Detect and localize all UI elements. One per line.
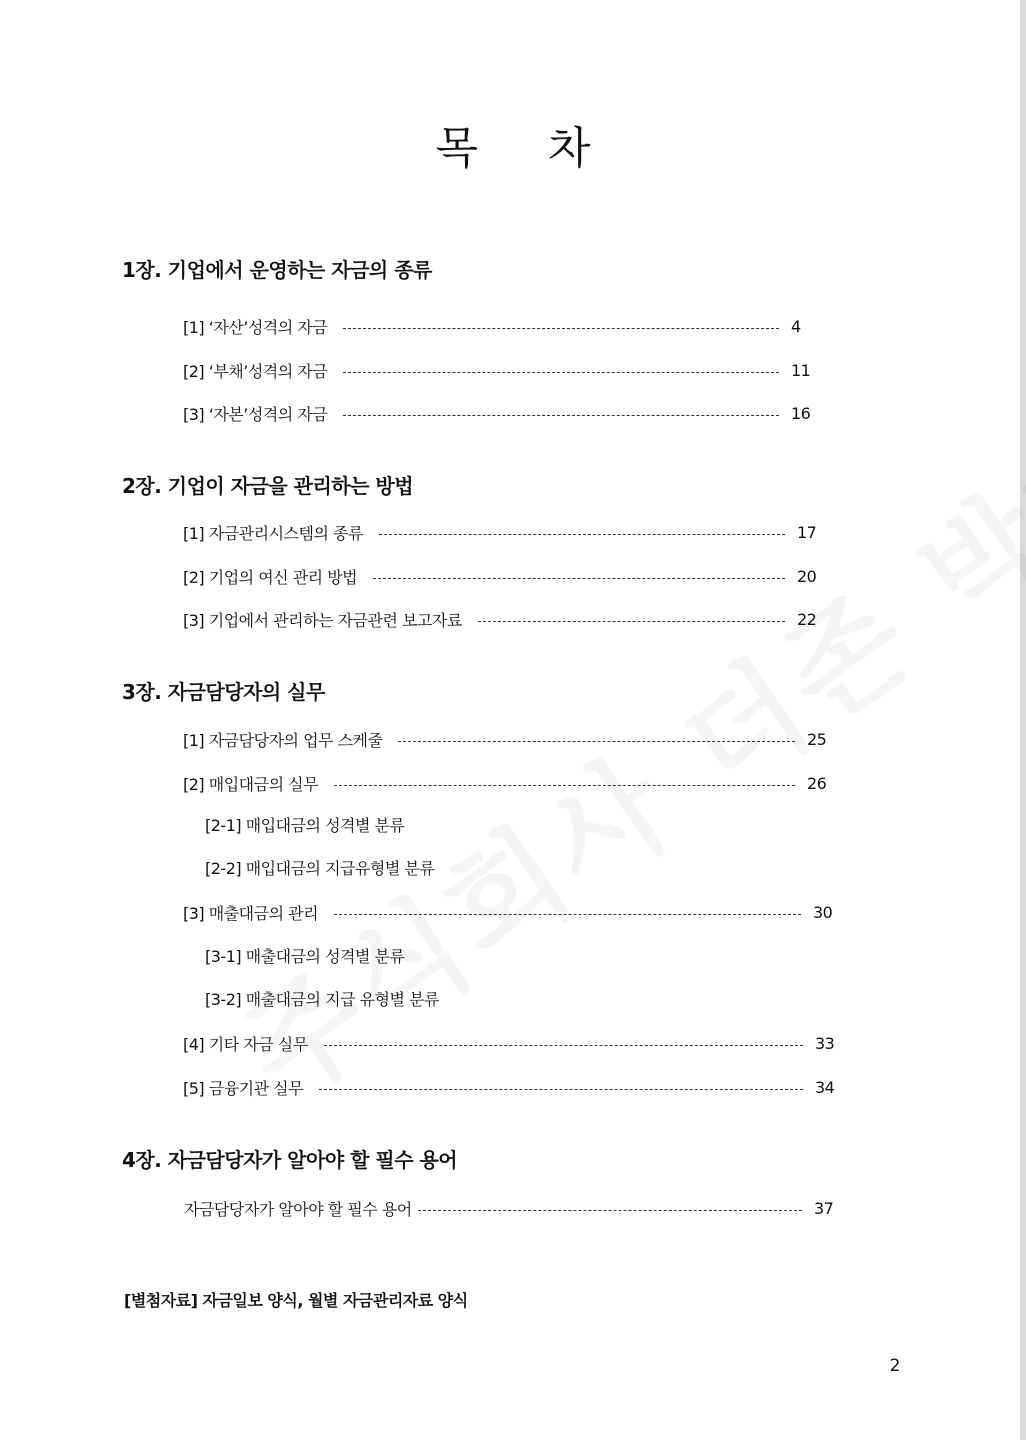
chapter-4-heading: 4장. 자금담당자가 알아야 할 필수 용어 <box>122 1148 458 1172</box>
toc-subentry[interactable]: [3-2] 매출대금의 지급 유형별 분류 <box>205 990 439 1009</box>
page-edge <box>1020 0 1026 1440</box>
toc-entry-page: 25 <box>807 729 827 749</box>
toc-entry-page: 16 <box>791 403 811 423</box>
page-number: 2 <box>889 1356 901 1376</box>
toc-entry-label: [3] 기업에서 관리하는 자금관련 보고자료 <box>183 610 462 630</box>
toc-subentry[interactable]: [3-1] 매출대금의 성격별 분류 <box>205 947 405 966</box>
toc-entry-page: 34 <box>815 1077 835 1097</box>
toc-entry-page: 17 <box>797 522 817 542</box>
dotted-leader <box>379 534 785 535</box>
toc-entry[interactable] <box>183 1074 837 1100</box>
toc-entry-label: [3] 매출대금의 관리 <box>183 903 319 923</box>
chapter-1-heading: 1장. 기업에서 운영하는 자금의 종류 <box>122 258 432 282</box>
toc-entry[interactable] <box>183 563 819 589</box>
toc-entry-label: [1] 자금담당자의 업무 스케줄 <box>183 730 383 750</box>
toc-entry[interactable] <box>183 726 829 752</box>
toc-entry-page: 30 <box>813 902 833 922</box>
toc-subentry[interactable]: [2-1] 매입대금의 성격별 분류 <box>205 816 405 835</box>
toc-entry-page: 20 <box>797 566 817 586</box>
dotted-leader <box>334 785 795 786</box>
toc-entry-page: 11 <box>791 360 811 380</box>
toc-entry-page: 37 <box>814 1198 834 1218</box>
dotted-leader <box>373 578 785 579</box>
page-title: 목 차 <box>435 123 619 174</box>
toc-entry[interactable] <box>183 1030 837 1056</box>
toc-entry-label: [2] ‘부채’성격의 자금 <box>183 361 328 381</box>
toc-entry-label: [1] ‘자산’성격의 자금 <box>183 317 328 337</box>
toc-entry[interactable] <box>183 606 819 632</box>
toc-entry-page: 4 <box>791 316 801 336</box>
dotted-leader <box>343 415 779 416</box>
toc-subentry[interactable]: [2-2] 매입대금의 지급유형별 분류 <box>205 859 435 878</box>
dotted-leader <box>343 372 779 373</box>
toc-entry[interactable] <box>183 899 835 925</box>
toc-entry[interactable] <box>183 519 819 545</box>
toc-entry-label: [2] 매입대금의 실무 <box>183 774 319 794</box>
toc-entry-label: [3] ‘자본’성격의 자금 <box>183 404 328 424</box>
toc-entry-label: [5] 금융기관 실무 <box>183 1078 304 1098</box>
dotted-leader <box>343 328 779 329</box>
dotted-leader <box>319 1089 803 1090</box>
toc-entry-label: [4] 기타 자금 실무 <box>183 1034 308 1054</box>
chapter-2-heading: 2장. 기업이 자금을 관리하는 방법 <box>122 474 414 498</box>
dotted-leader <box>398 741 795 742</box>
toc-entry[interactable] <box>183 400 813 426</box>
dotted-leader <box>324 1045 803 1046</box>
dotted-leader <box>478 621 785 622</box>
toc-entry[interactable] <box>183 313 813 339</box>
toc-entry[interactable] <box>183 770 829 796</box>
dotted-leader <box>334 914 801 915</box>
toc-entry-page: 33 <box>815 1033 835 1053</box>
dotted-leader <box>418 1210 802 1211</box>
toc-entry[interactable] <box>184 1195 836 1221</box>
toc-entry-label: [1] 자금관리시스템의 종류 <box>183 523 363 543</box>
toc-entry-page: 26 <box>807 773 827 793</box>
toc-entry-page: 22 <box>797 609 817 629</box>
appendix-note: [별첨자료] 자금일보 양식, 월별 자금관리자료 양식 <box>124 1291 468 1310</box>
chapter-3-heading: 3장. 자금담당자의 실무 <box>122 680 325 704</box>
toc-entry[interactable] <box>183 357 813 383</box>
toc-entry-label: 자금담당자가 알아야 할 필수 용어 <box>184 1199 412 1219</box>
toc-entry-label: [2] 기업의 여신 관리 방법 <box>183 567 358 587</box>
